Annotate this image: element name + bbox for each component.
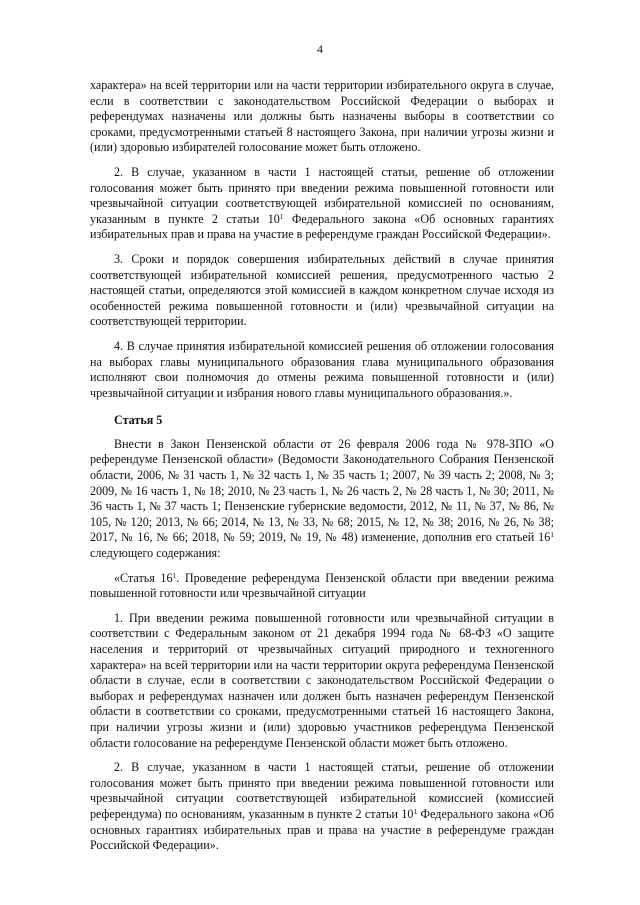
document-body [90,78,554,863]
superscript: 1 [279,211,284,221]
article-4-part-1-continuation: характера» на всей территории или на части территории избирательного округа в случае, если в соответствии с законодательством Российской Федерации о выборах и референдумах назначены или должны быть назначены выборы в соответствии со сроками, предусмотренными статьей 8 настоящего Закона, при наличии угрозы жизни и (или) здоровью избирателей голосование может быть отложено. [90,78,554,155]
article-16-1-part-1: 1. При введении режима повышенной готовности или чрезвычайной ситуации в соответствии с Федеральным законом от 21 декабря 1994 года № 68-ФЗ «О защите населения и территорий от чрезвычайных ситуаций природного и техногенного характера» на всей территории или на части территории округа референдума Пензенской области в случае, если в соответствии с законодательством Российской Федерации о выборах и референдумах назначен или должен быть назначен референдум Пензенской области в соответствии со сроками, предусмотренными статьей 16 настоящего Закона, при наличии угрозы жизни и (или) здоровью участников референдума Пензенской области голосование на референдуме Пензенской области может быть отложено. [90,610,554,750]
article-4-part-3: 3. Сроки и порядок совершения избирательных действий в случае принятия соответствующей избирательной комиссией решения, предусмотренного частью 2 настоящей статьи, определяются этой комиссией в каждом конкретном случае исходя из особенностей режима повышенной готовности и (или) чрезвычайной ситуации на соответствующей территории. [90,251,554,329]
article-16-1-title: «Статья $16^1$. Проведение референдума Пензенской области при введении режима повышенной готовности или чрезвычайной ситуации [90,570,555,601]
superscript: 1 [413,806,418,816]
article-16-1-part-2: 2. В случае, указанном в части 1 настоящей статьи, решение об отложении голосования может быть принято при введении режима повышенной готовности или чрезвычайной ситуации соответствующей избирательной комиссией (комиссией референдума) по основаниям, указанным в пункте 2 статьи $10^1$ Федерального закона «Об основных гарантиях избирательных прав и права на участие в референдуме граждан Российской Федерации». [90,760,554,853]
article-5-heading: Статья 5 [114,413,163,428]
superscript: 1 [550,530,554,540]
superscript: 1 [172,570,177,580]
article-5-intro: Внести в Закон Пензенской области от 26 февраля 2006 года № 978-ЗПО «О референдуме Пензенской области» (Ведомости Законодательного Собрания Пензенской области, 2006, № 31 часть 1, № 32 часть 1, № 35 часть 1; 2007, № 39 часть 2; 2008, № 3; 2009, № 16 часть 1, № 18; 2010, № 23 часть 1, № 26 часть 2, № 28 часть 1, № 30; 2011, № 36 часть 1, № 37 часть 1; Пензенские губернские ведомости, 2012, № 11, № 37, № 86, № 105, № 120; 2013, № 66; 2014, № 13, № 33, № 68; 2015, № 12, № 38; 2016, № 26, № 38; 2017, № 16, № 66; 2018, № 59; 2019, № 19, № 48) изменение, дополнив его статьей $16^1$ следующего содержания: [90,436,554,561]
page-number: 4 [317,42,323,56]
article-4-part-4: 4. В случае принятия избирательной комиссией решения об отложении голосования на выборах главы муниципального образования глава муниципального образования исполняют свои полномочия до отмены режима повышенной готовности и (или) чрезвычайной ситуации и избрания нового главы муниципального образования.». [90,338,554,400]
article-4-part-2: 2. В случае, указанном в части 1 настоящей статьи, решение об отложении голосования может быть принято при введении режима повышенной готовности или чрезвычайной ситуации соответствующей избирательной комиссией по основаниям, указанным в пункте 2 статьи $10^1$ Федерального закона «Об основных гарантиях избирательных прав и права на участие в референдуме граждан Российской Федерации». [90,164,554,242]
